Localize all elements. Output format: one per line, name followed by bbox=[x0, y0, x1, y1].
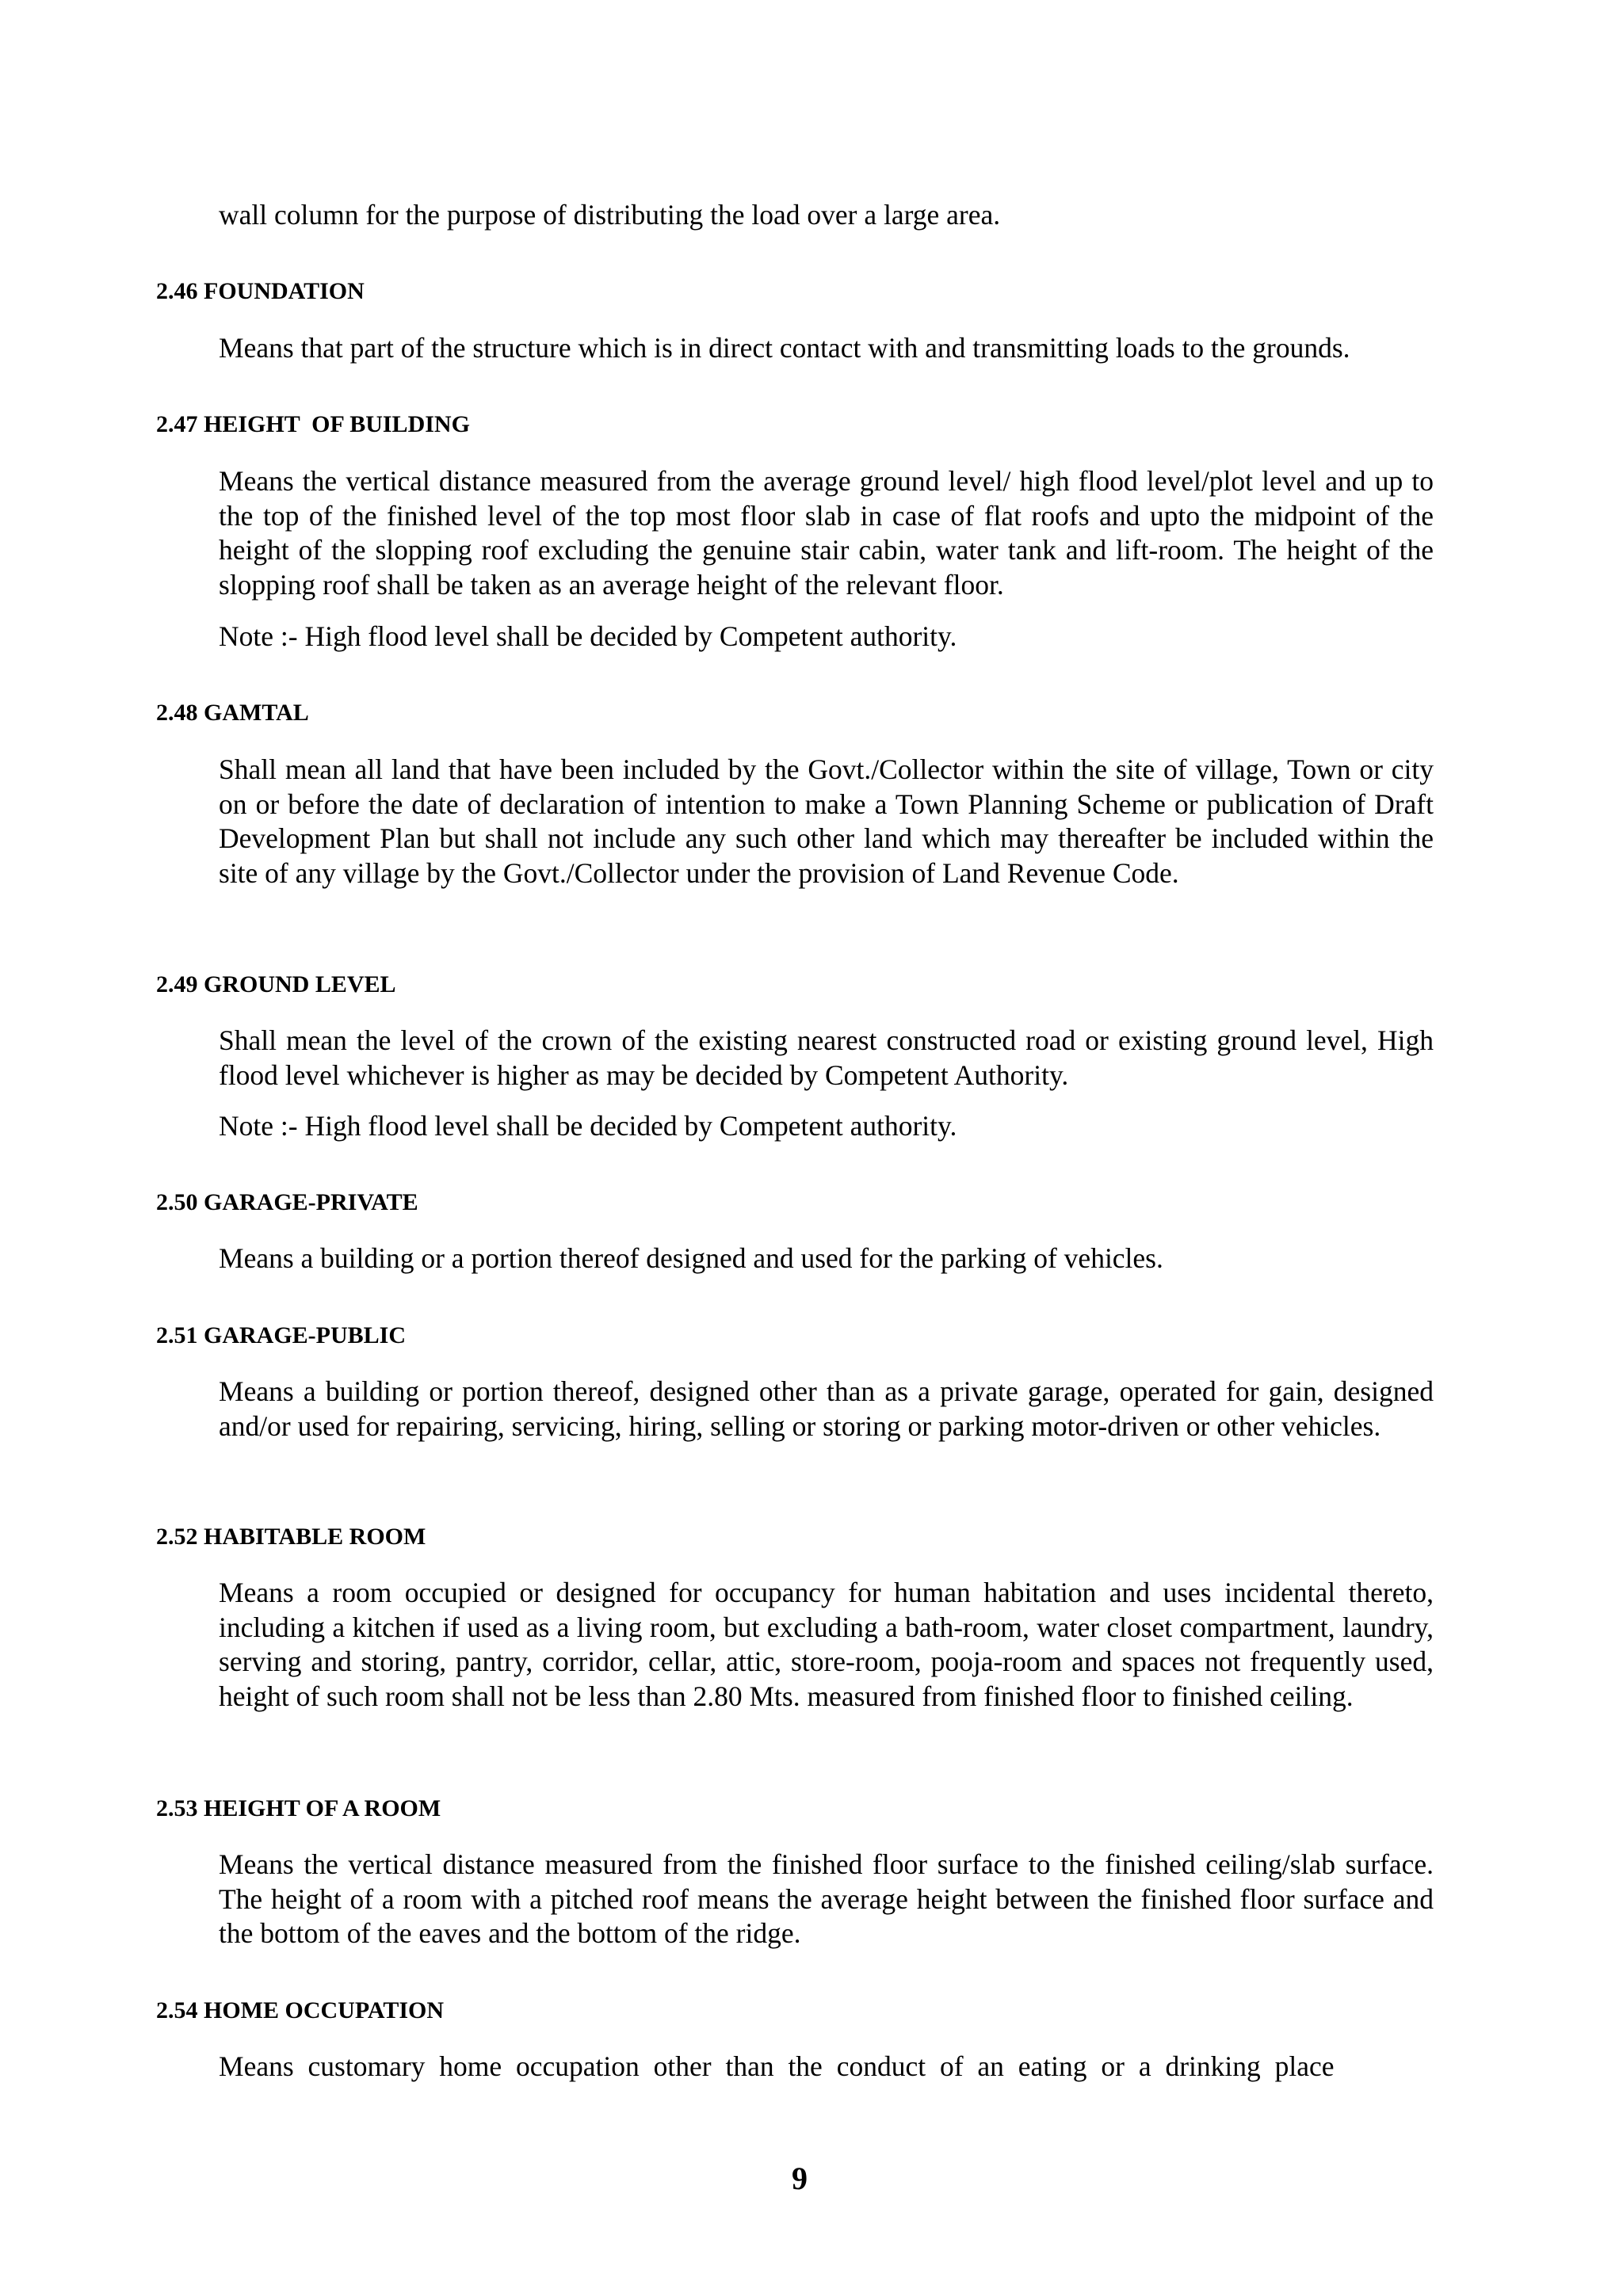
section-heading-gamtal: 2.48 GAMTAL bbox=[156, 700, 309, 726]
section-body-habitable-room: Means a room occupied or designed for occupancy for human habitation and uses incidental thereto, including a kitchen if used as a living room, but excluding a bath-room, water closet compartment, laundry, serving and storing, pantry, corridor, cellar, attic, store-room, pooja-room and spaces not frequently used, height of such room shall not be less than 2.80 Mts. measured from finished floor to finished ceiling. bbox=[219, 1577, 1434, 1712]
section-heading-height-of-a-room: 2.53 HEIGHT OF A ROOM bbox=[156, 1795, 441, 1821]
section-body-height-of-building: Means the vertical distance measured from the average ground level/ high flood level/plot level and up to the top of the finished level of the top most floor slab in case of flat roofs and upto the midpoint of the height of the slopping roof excluding the genuine stair cabin, water tank and lift-room. The height of the slopping roof shall be taken as an average height of the relevant floor. bbox=[219, 465, 1434, 601]
section-body-gamtal: Shall mean all land that have been included by the Govt./Collector within the site of village, Town or city on or before the date of declaration of intention to make a Town Planning Scheme or publication of Draft Development Plan but shall not include any such other land which may thereafter be included within the site of any village by the Govt./Collector under the provision of Land Revenue Code. bbox=[219, 753, 1434, 889]
intro-paragraph: wall column for the purpose of distributing the load over a large area. bbox=[219, 199, 1001, 231]
section-body-foundation: Means that part of the structure which is in direct contact with and transmitting loads to the grounds. bbox=[219, 332, 1350, 364]
section-heading-home-occupation: 2.54 HOME OCCUPATION bbox=[156, 1997, 445, 2023]
section-heading-foundation: 2.46 FOUNDATION bbox=[156, 278, 365, 304]
section-body-home-occupation: Means customary home occupation other than the conduct of an eating or a drinking place bbox=[219, 2050, 1335, 2082]
section-heading-garage-public: 2.51 GARAGE-PUBLIC bbox=[156, 1322, 407, 1348]
section-heading-garage-private: 2.50 GARAGE-PRIVATE bbox=[156, 1189, 418, 1215]
section-body-height-of-a-room: Means the vertical distance measured from the finished floor surface to the finished ceiling/slab surface. The height of a room with a pitched roof means the average height between the finished floor surface and the bottom of the eaves and the bottom of the ridge. bbox=[219, 1848, 1434, 1949]
page-number: 9 bbox=[792, 2161, 808, 2196]
section-heading-height-of-building: 2.47 HEIGHT OF BUILDING bbox=[156, 411, 470, 437]
section-heading-ground-level: 2.49 GROUND LEVEL bbox=[156, 971, 396, 997]
section-body-garage-private: Means a building or a portion thereof designed and used for the parking of vehicles. bbox=[219, 1242, 1163, 1274]
section-body-ground-level: Shall mean the level of the crown of the existing nearest constructed road or existing ground level, High flood level whichever is higher as may be decided by Competent Authority. bbox=[219, 1024, 1434, 1091]
section-note-height-of-building: Note :- High flood level shall be decided by Competent authority. bbox=[219, 620, 957, 652]
section-body-garage-public: Means a building or portion thereof, designed other than as a private garage, operated for gain, designed and/or used for repairing, servicing, hiring, selling or storing or parking motor-driven or other vehicles. bbox=[219, 1375, 1434, 1442]
section-note-ground-level: Note :- High flood level shall be decided by Competent authority. bbox=[219, 1110, 957, 1142]
section-heading-habitable-room: 2.52 HABITABLE ROOM bbox=[156, 1524, 426, 1550]
